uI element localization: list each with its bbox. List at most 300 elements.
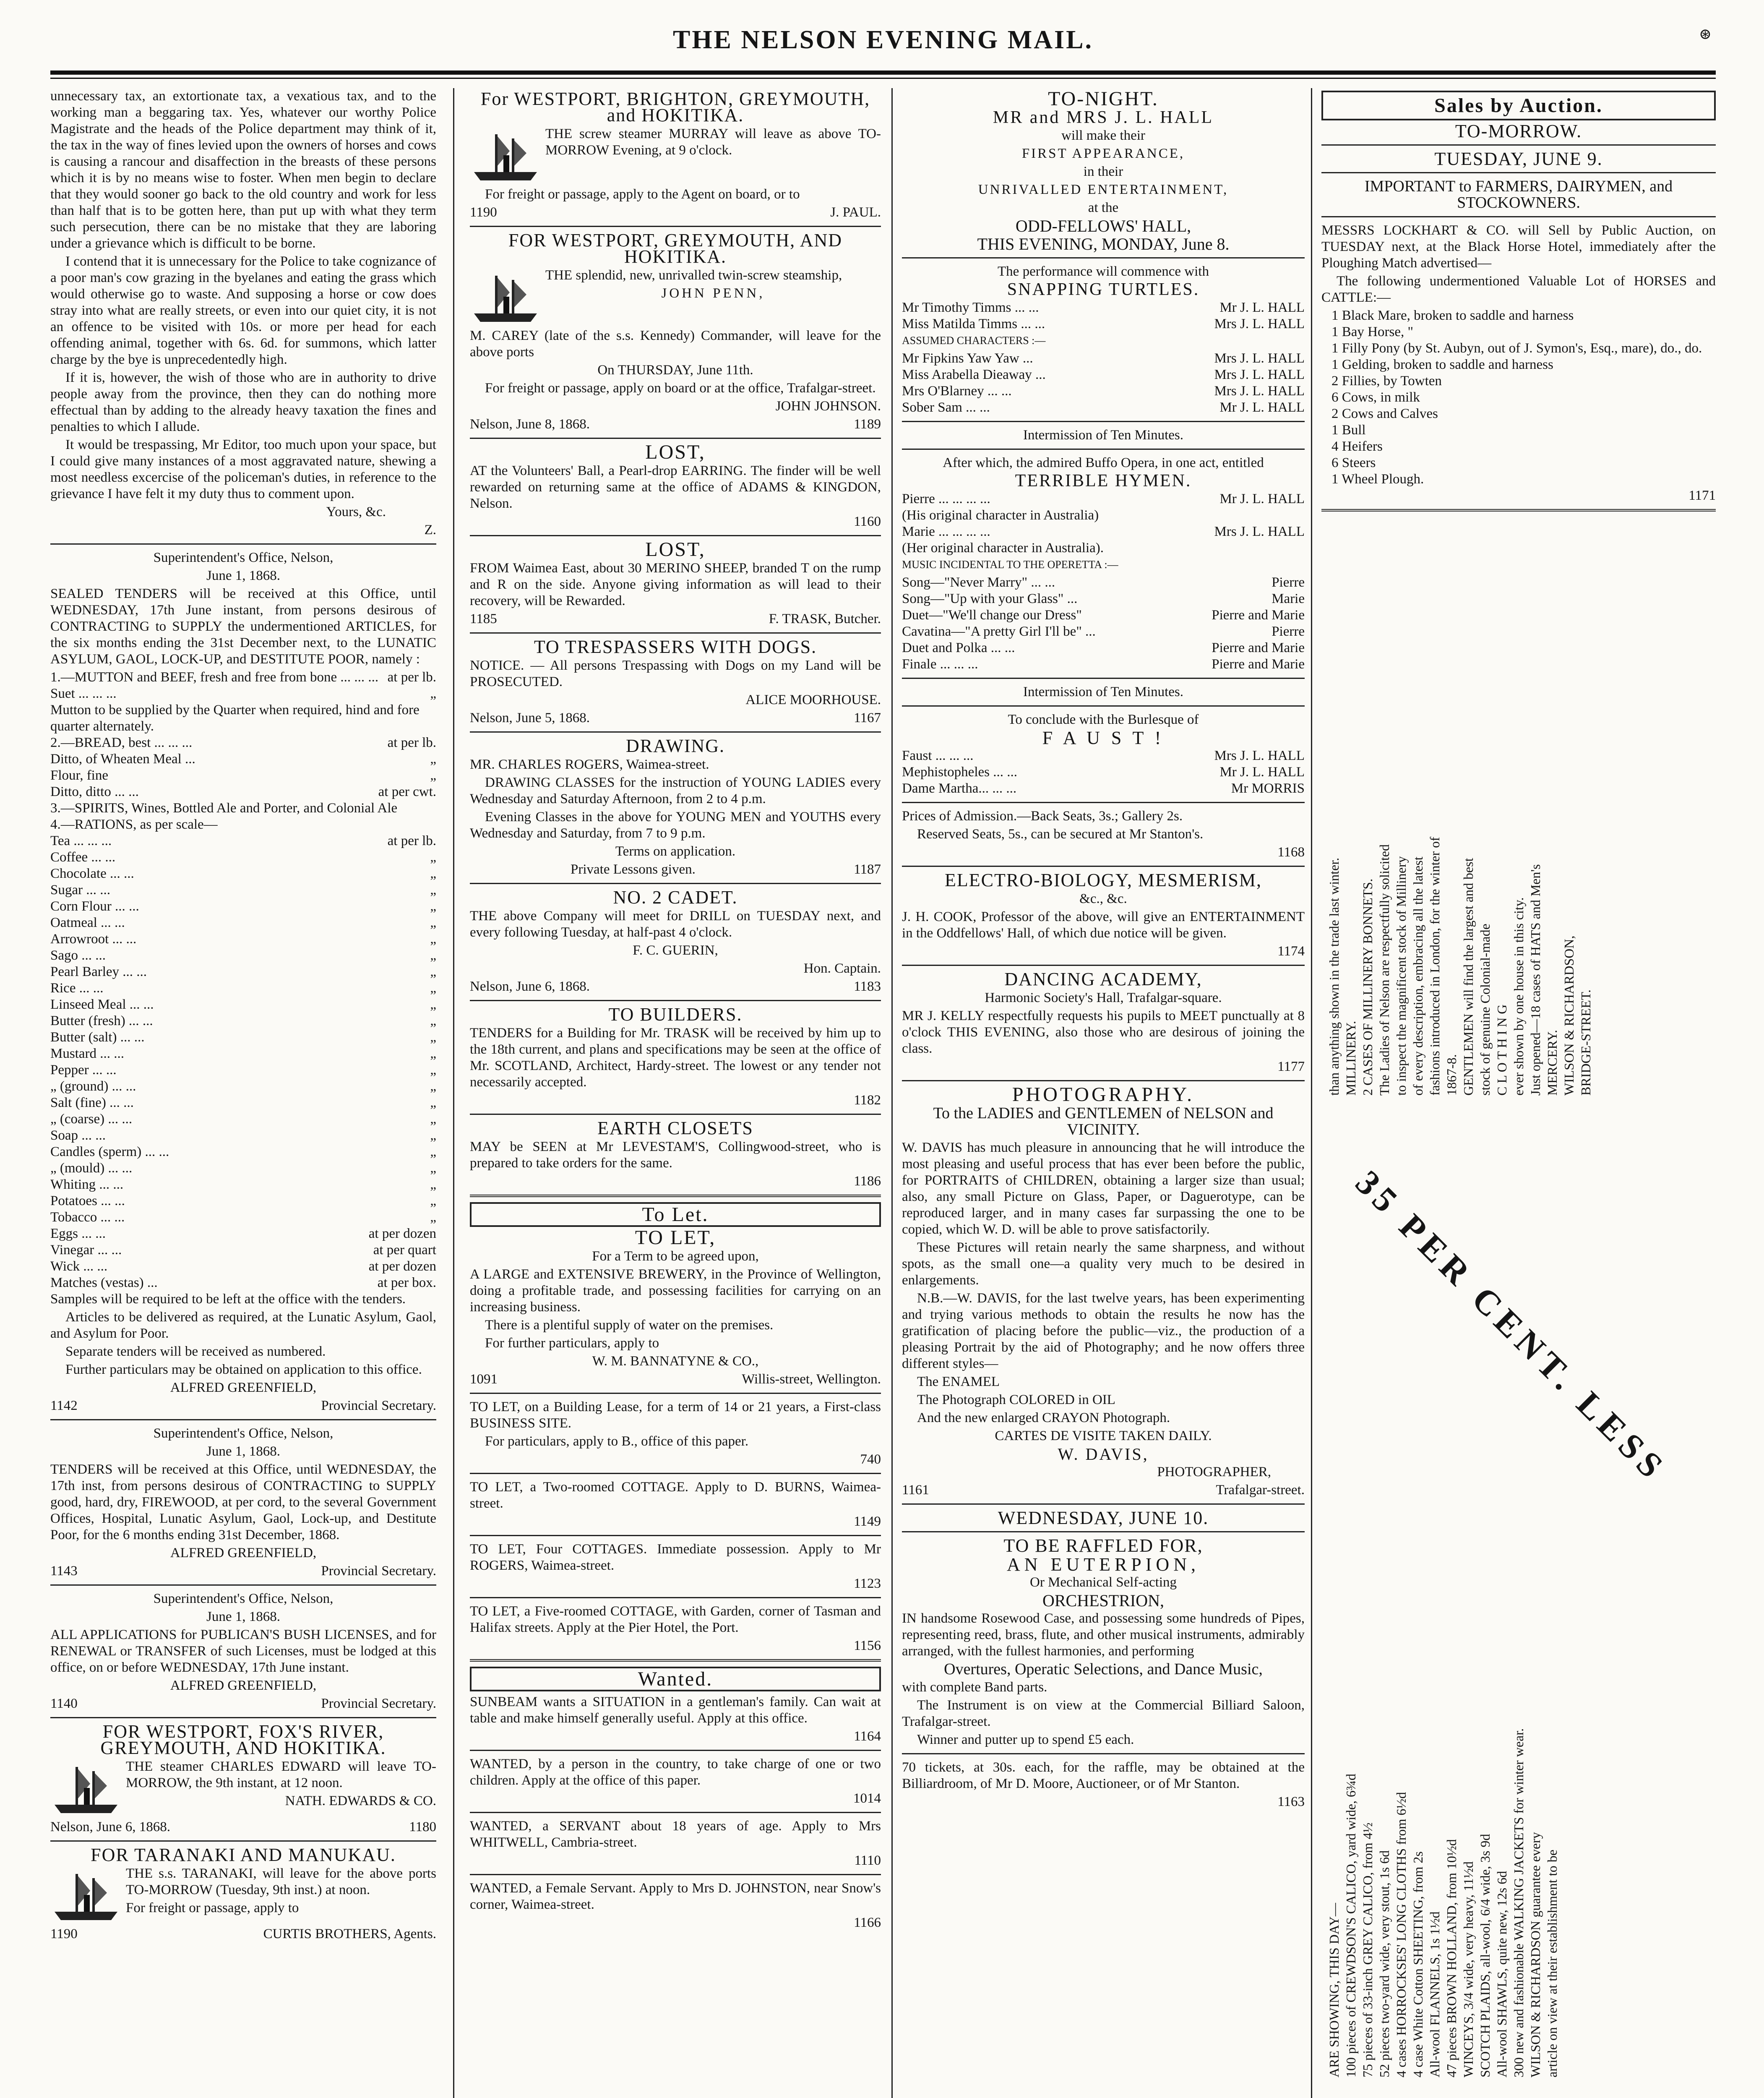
tender-item-label: Ditto, ditto ... ... — [50, 784, 139, 799]
showing-line: All-wool FLANNELS, 1s 1½d — [1427, 1911, 1442, 2077]
play-title: F A U S T ! — [1042, 728, 1165, 748]
showing-line: ARE SHOWING, THIS DAY— — [1326, 1902, 1342, 2077]
office-line: Superintendent's Office, Nelson, — [153, 550, 334, 565]
ad-number: 1110 — [854, 1853, 881, 1868]
to-let-four-cottages — [470, 1541, 881, 1592]
ad-number: 1180 — [409, 1819, 436, 1834]
song-row-value: Pierre and Marie — [1212, 657, 1305, 672]
publican-licenses-notice — [50, 1591, 436, 1712]
play-title: SNAPPING TURTLES. — [1007, 280, 1200, 299]
wilson-richardson-ad — [1321, 517, 1716, 2098]
song-row-label: Song—"Never Marry" ... ... — [902, 575, 1055, 590]
tender-item — [50, 767, 436, 784]
ad-body: Winner and putter up to spend £5 each. — [917, 1732, 1134, 1747]
tender-item-label: Eggs ... ... — [50, 1226, 106, 1241]
ad-heading: FOR WESTPORT, GREYMOUTH, AND HOKITIKA. — [508, 230, 843, 267]
signature-role: Hon. Captain. — [803, 961, 881, 976]
ad-heading: EARTH CLOSETS — [597, 1118, 753, 1138]
showing-line: 300 new and fashionable WALKING JACKETS for winter wear. — [1511, 1728, 1526, 2077]
millinery-line: GENTLEMEN will find the largest and best — [1461, 858, 1476, 1096]
tender-note: Articles to be delivered as required, at the Lunatic Asylum, Gaol, and Asylum for Poor. — [50, 1310, 436, 1341]
tender-item — [50, 751, 436, 767]
tender-item-label: 1.—MUTTON and BEEF, fresh and free from bone ... ... ... — [50, 670, 379, 685]
raffle-item: AN EUTERPION, — [1007, 1554, 1200, 1575]
cast-row-label: Miss Matilda Timms ... ... — [902, 316, 1045, 331]
ad-number: 1186 — [854, 1174, 881, 1189]
lot-item: 2 Fillies, by Towten — [1331, 373, 1442, 389]
ad-line: in their — [1083, 164, 1123, 179]
tender-item — [50, 735, 436, 751]
notice-body: ALL APPLICATIONS for PUBLICAN'S BUSH LICENSES, and for RENEWAL or TRANSFER of such Licenses, must be lodged at this office, on or before WEDNESDAY, 17th June instant. — [50, 1627, 436, 1675]
ad-body: TENDERS for a Building for Mr. TRASK will be received by him up to the 18th current, and plans and specifications may be seen at the office of Mr. SCOTLAND, Architect, Hardy-street. The lowest or any tender not necessarily accepted. — [470, 1026, 881, 1090]
cast-row — [902, 300, 1305, 316]
cast-row — [902, 316, 1305, 332]
wanted-female-servant — [470, 1880, 881, 1931]
tender-item — [50, 1013, 436, 1029]
builders-ad — [470, 1006, 881, 1109]
tender-item-value: at per lb. — [387, 670, 436, 685]
ad-number: 1190 — [470, 205, 497, 220]
ad-number: 1174 — [1277, 944, 1305, 959]
song-row-label: Cavatina—"A pretty Girl I'll be" ... — [902, 624, 1096, 639]
song-row-label: Song—"Up with your Glass" ... — [902, 591, 1078, 606]
steamship-icon — [50, 1866, 122, 1924]
cast-row-label: (Her original character in Australia). — [902, 540, 1104, 556]
auction-ad — [1321, 123, 1716, 504]
cast-row-label: Miss Arabella Dieaway ... — [902, 367, 1046, 382]
lot-item: 1 Wheel Plough. — [1331, 472, 1424, 487]
ad-line: To conclude with the Burlesque of — [1008, 712, 1199, 727]
newspaper-title: THE NELSON EVENING MAIL. — [672, 26, 1094, 54]
ad-heading: IMPORTANT to FARMERS, DAIRYMEN, and STOCKOWNERS. — [1364, 177, 1673, 211]
to-let-brewery — [470, 1226, 881, 1388]
tender-item — [50, 784, 436, 800]
tender-item-value: „ — [430, 882, 436, 898]
tender-item — [50, 800, 436, 817]
tender-item — [50, 1160, 436, 1177]
signature: CURTIS BROTHERS, Agents. — [263, 1926, 436, 1941]
tender-item — [50, 1127, 436, 1144]
lot-item: 1 Bull — [1331, 423, 1366, 438]
ad-heading: FOR TARANAKI AND MANUKAU. — [91, 1845, 396, 1865]
cast-row — [902, 748, 1305, 764]
cast-row — [902, 764, 1305, 780]
showing-line: All-wool SHAWLS, quite new, 12s 6d — [1494, 1871, 1509, 2077]
ad-line: at the — [1088, 200, 1119, 215]
tender-item — [50, 915, 436, 931]
tender-item-label: 2.—BREAD, best ... ... ... — [50, 735, 193, 750]
ad-heading: DRAWING. — [625, 736, 725, 756]
ad-body: THE above Company will meet for DRILL on TUESDAY next, and every following Tuesday, at half-past 4 o'clock. — [470, 908, 881, 940]
tender-item-value: „ — [430, 752, 436, 767]
cast-row — [902, 780, 1305, 797]
tender-item-label: Sago ... ... — [50, 948, 106, 963]
tender-item-value: „ — [430, 1112, 436, 1127]
signature-role: Provincial Secretary. — [321, 1696, 436, 1711]
ad-body: MAY be SEEN at Mr LEVESTAM'S, Collingwood-street, who is prepared to take orders for the same. — [470, 1139, 881, 1171]
steamship-icon — [470, 126, 541, 185]
ad-number: 1140 — [50, 1696, 78, 1711]
ad-body: NOTICE. — All persons Trespassing with Dogs on my Land will be PROSECUTED. — [470, 658, 881, 689]
tender-item — [50, 1144, 436, 1160]
cast-row-label: (His original character in Australia) — [902, 508, 1099, 523]
tender-item-value: at per dozen — [368, 1259, 436, 1274]
tender-item-label: Linseed Meal ... ... — [50, 997, 154, 1012]
ad-heading: LOST, — [645, 538, 706, 561]
earth-closets-ad — [470, 1120, 881, 1190]
tender-item-label: Soap ... ... — [50, 1128, 106, 1143]
tender-item — [50, 669, 436, 686]
signature: ALFRED GREENFIELD, — [170, 1545, 317, 1560]
ad-body: AT the Volunteers' Ball, a Pearl-drop EARRING. The finder will be well rewarded on returning same at the office of ADAMS & KINGDON, Nelson. — [470, 463, 881, 511]
dancing-academy-ad — [902, 971, 1305, 1075]
raffle-ad — [902, 1510, 1305, 1810]
private-lessons: Private Lessons given. — [571, 862, 696, 877]
ad-number: 1189 — [854, 417, 881, 432]
tender-item — [50, 882, 436, 898]
ad-number: 1163 — [1277, 1794, 1305, 1809]
ad-number: 1161 — [902, 1482, 929, 1498]
ad-body: For further particulars, apply to — [485, 1336, 659, 1351]
cast-row-value: Mr J. L. HALL — [1219, 300, 1305, 315]
song-row-value: Pierre — [1272, 575, 1305, 590]
ad-number: 1185 — [470, 611, 497, 626]
signature: F. TRASK, Butcher. — [769, 611, 881, 626]
address: Trafalgar-street. — [1216, 1482, 1305, 1498]
masthead-rule — [50, 70, 1716, 79]
reserved-seats: Reserved Seats, 5s., can be secured at Mr Stanton's. — [917, 827, 1204, 842]
ad-body: There is a plentiful supply of water on the premises. — [485, 1318, 774, 1333]
ad-body: MESSRS LOCKHART & CO. will Sell by Public Auction, on TUESDAY next, at the Black Horse Hotel, immediately after the Ploughing Match advertised— — [1321, 223, 1716, 271]
millinery-line: MERCERY. — [1545, 1030, 1560, 1096]
tender-item-value: „ — [430, 1095, 436, 1110]
tender-item — [50, 898, 436, 915]
tender-item-value: „ — [430, 964, 436, 979]
tender-item-label: Whiting ... ... — [50, 1177, 124, 1192]
ad-body: 70 tickets, at 30s. each, for the raffle, may be obtained at the Billiardroom, of Mr D. Moore, Auctioneer, or of Mr Stanton. — [902, 1760, 1305, 1791]
tender-item — [50, 686, 436, 702]
tender-item-value: „ — [430, 1177, 436, 1192]
tender-item-label: Candles (sperm) ... ... — [50, 1144, 169, 1159]
auction-date: TUESDAY, JUNE 9. — [1434, 149, 1603, 169]
ad-number: 1156 — [854, 1638, 881, 1653]
tender-item-value: „ — [430, 1128, 436, 1143]
shipping-ad-murray — [470, 91, 881, 221]
section-heading-to-let: To Let. — [470, 1202, 881, 1227]
cast-row-value: Mrs J. L. HALL — [1214, 748, 1305, 763]
ad-body: IN handsome Rosewood Case, and possessing some hundreds of Pipes, representing reed, brass, flute, and other musical instruments, admirably arranged, with the fullest harmonies, and performing — [902, 1611, 1305, 1659]
ad-number: 740 — [860, 1452, 881, 1467]
ad-body: TO LET, a Five-roomed COTTAGE, with Garden, corner of Tasman and Halifax streets. Apply at the Pier Hotel, the Port. — [470, 1604, 881, 1635]
ad-heading: ELECTRO-BIOLOGY, MESMERISM, — [944, 870, 1262, 890]
masthead — [50, 17, 1716, 67]
drawing-ad — [470, 738, 881, 878]
song-row-label: Finale ... ... ... — [902, 657, 978, 672]
tender-item-value: at per cwt. — [378, 784, 436, 799]
letter-to-editor — [50, 88, 436, 538]
millinery-block — [1326, 525, 1594, 1096]
song-row-value: Marie — [1272, 591, 1305, 606]
ad-body: WANTED, a Female Servant. Apply to Mrs D. JOHNSTON, near Snow's corner, Waimea-street. — [470, 1881, 881, 1912]
ad-body: THE splendid, new, unrivalled twin-screw steamship, — [545, 268, 842, 283]
millinery-line: ever shown by one house in this city. — [1511, 897, 1526, 1096]
tender-item — [50, 849, 436, 866]
ad-heading: LOST, — [645, 441, 706, 463]
ad-body: M. CAREY (late of the s.s. Kennedy) Commander, will leave for the above ports — [470, 328, 881, 360]
tender-item-value: „ — [430, 866, 436, 881]
letter-paragraph: If it is, however, the wish of those who are in authority to drive people away from the province, then they can do nothing more effectual than by adding to the already heavy taxation the fines and penalties to which I allude. — [50, 370, 436, 434]
intermission: Intermission of Ten Minutes. — [1023, 428, 1184, 443]
signature: ALICE MOORHOUSE. — [745, 692, 881, 707]
tender-item-label: Mutton to be supplied by the Quarter when required, hind and fore quarter alternately. — [50, 702, 420, 734]
ad-body: Evening Classes in the above for YOUNG MEN and YOUTHS every Wednesday and Saturday, from 7 to 9 p.m. — [470, 809, 881, 841]
tender-item-value: „ — [430, 850, 436, 865]
cast-row-value: Mrs J. L. HALL — [1214, 351, 1305, 366]
ad-body: SUNBEAM wants a SITUATION in a gentleman's family. Can wait at table and make himself generally useful. Apply at this office. — [470, 1694, 881, 1726]
tender-item — [50, 1193, 436, 1209]
tender-notice-supplies — [50, 550, 436, 1414]
signature: W. DAVIS, — [1058, 1445, 1149, 1464]
ad-body: TO LET, on a Building Lease, for a term of 14 or 21 years, a First-class BUSINESS SITE. — [470, 1399, 881, 1431]
tender-item-label: 3.—SPIRITS, Wines, Bottled Ale and Porter, and Colonial Ale — [50, 801, 398, 816]
cast-list — [902, 300, 1305, 332]
tender-item-label: Pearl Barley ... ... — [50, 964, 147, 979]
tender-item-label: „ (coarse) ... ... — [50, 1112, 133, 1127]
ad-line: FIRST APPEARANCE, — [1021, 146, 1185, 161]
tender-item-label: „ (mould) ... ... — [50, 1161, 133, 1176]
music-note: MUSIC INCIDENTAL TO THE OPERETTA :— — [902, 558, 1118, 571]
tender-items — [50, 669, 436, 1291]
ad-number: 1177 — [1277, 1059, 1305, 1074]
ad-heading: FOR WESTPORT, FOX'S RIVER, GREYMOUTH, AND HOKITIKA. — [100, 1721, 386, 1758]
tender-item — [50, 1275, 436, 1291]
tender-item-label: Butter (salt) ... ... — [50, 1030, 145, 1045]
song-row-value: Pierre — [1272, 624, 1305, 639]
ad-heading: NO. 2 CADET. — [613, 887, 738, 908]
shipping-ad-john-penn — [470, 232, 881, 433]
ad-heading: PHOTOGRAPHY. — [1012, 1083, 1195, 1106]
signature-role: Provincial Secretary. — [321, 1398, 436, 1413]
ad-body: N.B.—W. DAVIS, for the last twelve years, has been experimenting and trying various methods to obtain the results he now has the gratification of placing before the public—viz., the production of a pleasing Portrait by the aid of Photography; and he now offers three different styles— — [902, 1291, 1305, 1371]
tender-item-value: „ — [430, 1144, 436, 1159]
trespassers-ad — [470, 639, 881, 726]
ad-body: TO LET, a Two-roomed COTTAGE. Apply to D. BURNS, Waimea-street. — [470, 1480, 881, 1511]
showing-line: 100 pieces of CREWDSON'S CALICO, yard wide, 6¾d — [1343, 1774, 1358, 2077]
raffle-date: WEDNESDAY, JUNE 10. — [998, 1508, 1209, 1528]
office-line: Superintendent's Office, Nelson, — [153, 1426, 334, 1441]
tender-note: Samples will be required to be left at the office with the tenders. — [50, 1292, 406, 1307]
ad-body: THE screw steamer MURRAY will leave as above TO-MORROW Evening, at 9 o'clock. — [545, 126, 881, 158]
tender-item-value: „ — [430, 768, 436, 783]
tender-note: Further particulars may be obtained on application to this office. — [65, 1362, 422, 1377]
cast-list — [902, 748, 1305, 797]
section-heading-wanted: Wanted. — [470, 1667, 881, 1691]
tender-item-value: „ — [430, 915, 436, 930]
tender-item-label: Chocolate ... ... — [50, 866, 134, 881]
column-3 — [902, 88, 1305, 2098]
photography-ad — [902, 1083, 1305, 1498]
tender-item — [50, 947, 436, 964]
hall-entertainment-ad — [902, 88, 1305, 861]
cast-row — [902, 383, 1305, 399]
tender-item-label: Oatmeal ... ... — [50, 915, 125, 930]
tender-item-label: Wick ... ... — [50, 1259, 108, 1274]
showing-line: article on view at their establishment to be — [1545, 1850, 1560, 2077]
song-row-value: Pierre and Marie — [1212, 608, 1305, 623]
date-line: June 1, 1868. — [206, 568, 280, 583]
tender-item-value: „ — [430, 1030, 436, 1045]
millinery-line: BRIDGE-STREET. — [1578, 989, 1593, 1096]
cast-list — [902, 350, 1305, 416]
discount-banner: 35 PER CENT. LESS — [1348, 1163, 1674, 1490]
ad-body: WANTED, by a person in the country, to take charge of one or two children. Apply at the office of this paper. — [470, 1756, 881, 1788]
millinery-line: of every description, embracing all the latest — [1410, 856, 1425, 1096]
steamship-icon — [50, 1759, 122, 1817]
tender-item-label: Mustard ... ... — [50, 1046, 124, 1061]
raffle-music: Overtures, Operatic Selections, and Dance Music, — [944, 1660, 1263, 1678]
tender-item-value: „ — [430, 1161, 436, 1176]
tender-item — [50, 1258, 436, 1275]
song-row-value: Pierre and Marie — [1212, 640, 1305, 655]
showing-line: 4 case White Cotton SHEETING, from 2s — [1410, 1851, 1425, 2077]
signature: F. C. GUERIN, — [633, 943, 718, 958]
cast-row-label: Dame Martha... ... ... — [902, 781, 1017, 796]
lot-item: 6 Steers — [1331, 455, 1376, 470]
ad-line: UNRIVALLED ENTERTAINMENT, — [978, 182, 1229, 197]
tender-item — [50, 1242, 436, 1258]
signature: ALFRED GREENFIELD, — [170, 1380, 317, 1395]
letter-sign: Yours, &c. — [326, 504, 386, 519]
cast-row-label: Marie ... ... ... ... — [902, 524, 990, 539]
tender-item-label: Rice ... ... — [50, 981, 104, 996]
column-2 — [470, 88, 881, 2098]
cast-row — [902, 524, 1305, 540]
tender-item-label: Vinegar ... ... — [50, 1242, 122, 1258]
column-divider — [891, 88, 893, 2098]
cast-row-value: Mrs J. L. HALL — [1214, 384, 1305, 399]
tender-item-label: Tea ... ... ... — [50, 833, 112, 848]
ad-line: The performance will commence with — [998, 264, 1209, 279]
letter-initial: Z. — [424, 522, 436, 538]
song-row — [902, 624, 1305, 640]
play-title: TERRIBLE HYMEN. — [1015, 471, 1192, 491]
ad-number: 1142 — [50, 1398, 78, 1413]
page-mark: ⊛ — [1699, 26, 1712, 42]
millinery-line: than anything shown in the trade last winter. — [1326, 858, 1342, 1096]
ad-subhead: &c., &c. — [1079, 891, 1127, 906]
tender-item-value: „ — [430, 981, 436, 996]
sail-date: On THURSDAY, June 11th. — [597, 363, 753, 378]
tender-item-label: Butter (fresh) ... ... — [50, 1013, 153, 1028]
lot-item: 1 Filly Pony (by St. Aubyn, out of J. Symon's, Esq., mare), do., do. — [1331, 341, 1702, 356]
signature: JOHN JOHNSON. — [775, 399, 881, 414]
ad-body: with complete Band parts. — [902, 1680, 1047, 1695]
ad-subhead: Harmonic Society's Hall, Trafalgar-square. — [985, 990, 1222, 1005]
showing-line: WINCEYS, 3/4 wide, very heavy, 11½d — [1461, 1861, 1476, 2077]
cast-row-value: Mrs J. L. HALL — [1214, 524, 1305, 539]
millinery-line: 1867-8. — [1444, 1054, 1459, 1096]
ad-line: will make their — [1061, 128, 1145, 143]
column-divider — [1311, 88, 1312, 2098]
ad-body: THE s.s. TARANAKI, will leave for the above ports TO-MORROW (Tuesday, 9th inst.) at noon. — [126, 1866, 436, 1897]
cadet-ad — [470, 889, 881, 995]
lot-item: 6 Cows, in milk — [1331, 390, 1420, 405]
office-line: Superintendent's Office, Nelson, — [153, 1591, 334, 1606]
ad-number: 1171 — [1688, 488, 1716, 503]
ad-body: For freight or passage, apply to the Agent on board, or to — [485, 187, 800, 202]
millinery-line: fashions introduced in London, for the winter of — [1427, 837, 1442, 1096]
letter-paragraph: It would be trespassing, Mr Editor, too much upon your space, but I could give many instances of a most aggravated nature, shewing a most needless excercise of the policeman's duties, in reference to the grievance I have felt it my duty thus to comment upon. — [50, 437, 436, 501]
lot-item: 4 Heifers — [1331, 439, 1383, 454]
ad-number: 1160 — [854, 514, 881, 529]
wanted-situation — [470, 1694, 881, 1745]
tender-item — [50, 817, 436, 833]
tender-item-label: Arrowroot ... ... — [50, 932, 137, 947]
ad-number: 1123 — [854, 1576, 881, 1591]
ad-heading: TO LET, — [635, 1226, 716, 1249]
ad-body: J. H. COOK, Professor of the above, will give an ENTERTAINMENT in the Oddfellows' Hall, of which due notice will be given. — [902, 909, 1305, 941]
lost-earring-ad — [470, 441, 881, 530]
cast-row-value: Mr J. L. HALL — [1219, 491, 1305, 506]
cast-row — [902, 367, 1305, 383]
ad-heading: TO TRESPASSERS WITH DOGS. — [534, 637, 817, 657]
ad-heading: TO BUILDERS. — [608, 1004, 743, 1025]
tender-item-value: „ — [430, 1046, 436, 1061]
song-row-label: Duet—"We'll change our Dress" — [902, 608, 1082, 623]
tender-item-label: Coffee ... ... — [50, 850, 116, 865]
ad-number: 1182 — [854, 1093, 881, 1108]
tender-item — [50, 980, 436, 997]
lost-sheep-ad — [470, 538, 881, 627]
ad-body: W. DAVIS has much pleasure in announcing that he will introduce the most pleasing and useful process that has ever been before the public, for PORTRAITS of CHILDREN, obtaining a larger size than usual; also, any small Picture on Glass, Paper, or Daguerotype, can be reproduced larger, and in many cases far surpassing the one to be copied, which W. D. will be able to prove satisfactorily. — [902, 1140, 1305, 1237]
tender-item — [50, 1177, 436, 1193]
raffle-item: ORCHESTRION, — [1042, 1591, 1165, 1610]
signature: ALFRED GREENFIELD, — [170, 1678, 317, 1693]
column-4 — [1321, 88, 1716, 2098]
song-row — [902, 591, 1305, 607]
tender-item-value: at per quart — [373, 1242, 436, 1258]
ad-subhead: To the LADIES and GENTLEMEN of NELSON and VICINITY. — [933, 1104, 1274, 1138]
tender-item-label: Pepper ... ... — [50, 1062, 117, 1078]
ad-number: 1014 — [853, 1791, 881, 1806]
ad-number: 1168 — [1277, 845, 1305, 860]
ad-number: 1149 — [854, 1514, 881, 1529]
ad-heading: DANCING ACADEMY, — [1004, 969, 1202, 989]
ad-body: These Pictures will retain nearly the same sharpness, and without spots, as the small one—a quality very much to be desired in enlargements. — [902, 1240, 1305, 1288]
column-divider — [453, 88, 454, 2098]
millinery-line: Just opened—18 cases of HATS and Men's — [1528, 864, 1543, 1096]
photo-style: The ENAMEL — [917, 1374, 1000, 1389]
cast-row — [902, 350, 1305, 367]
millinery-line: MILLINERY. — [1343, 1020, 1358, 1096]
tender-item — [50, 931, 436, 947]
millinery-line: to inspect the magnificent stock of Millinery — [1394, 856, 1409, 1096]
letter-paragraph: I contend that it is unnecessary for the Police to take cognizance of a poor man's cow grazing in the byelanes and eating the grass which would otherwise go to waste. And supposing a horse or cow does stray into what are really streets, or even into our quiet city, it is not an offence to be visited with 10s. or more per head for each offending animal, together with 6s. 6d. for summons, which latter charge by the bye is unprecedentedly high. — [50, 254, 436, 367]
photo-style: And the new enlarged CRAYON Photograph. — [917, 1410, 1170, 1425]
shipping-ad-taranaki — [50, 1847, 436, 1942]
tender-item-label: Potatoes ... ... — [50, 1193, 125, 1208]
ship-name: JOHN PENN, — [661, 286, 765, 301]
address: Willis-street, Wellington. — [742, 1372, 881, 1387]
cast-note: ASSUMED CHARACTERS :— — [902, 334, 1046, 347]
signature-role: PHOTOGRAPHER, — [1157, 1464, 1271, 1480]
tender-item-value: at per lb. — [387, 735, 436, 750]
cast-row — [902, 491, 1305, 507]
ad-body: WANTED, a SERVANT about 18 years of age. Apply to Mrs WHITWELL, Cambria-street. — [470, 1819, 881, 1850]
ad-number: 1143 — [50, 1563, 78, 1579]
ad-body: TO LET, Four COTTAGES. Immediate possession. Apply to Mr ROGERS, Waimea-street. — [470, 1542, 881, 1573]
tender-item — [50, 964, 436, 980]
